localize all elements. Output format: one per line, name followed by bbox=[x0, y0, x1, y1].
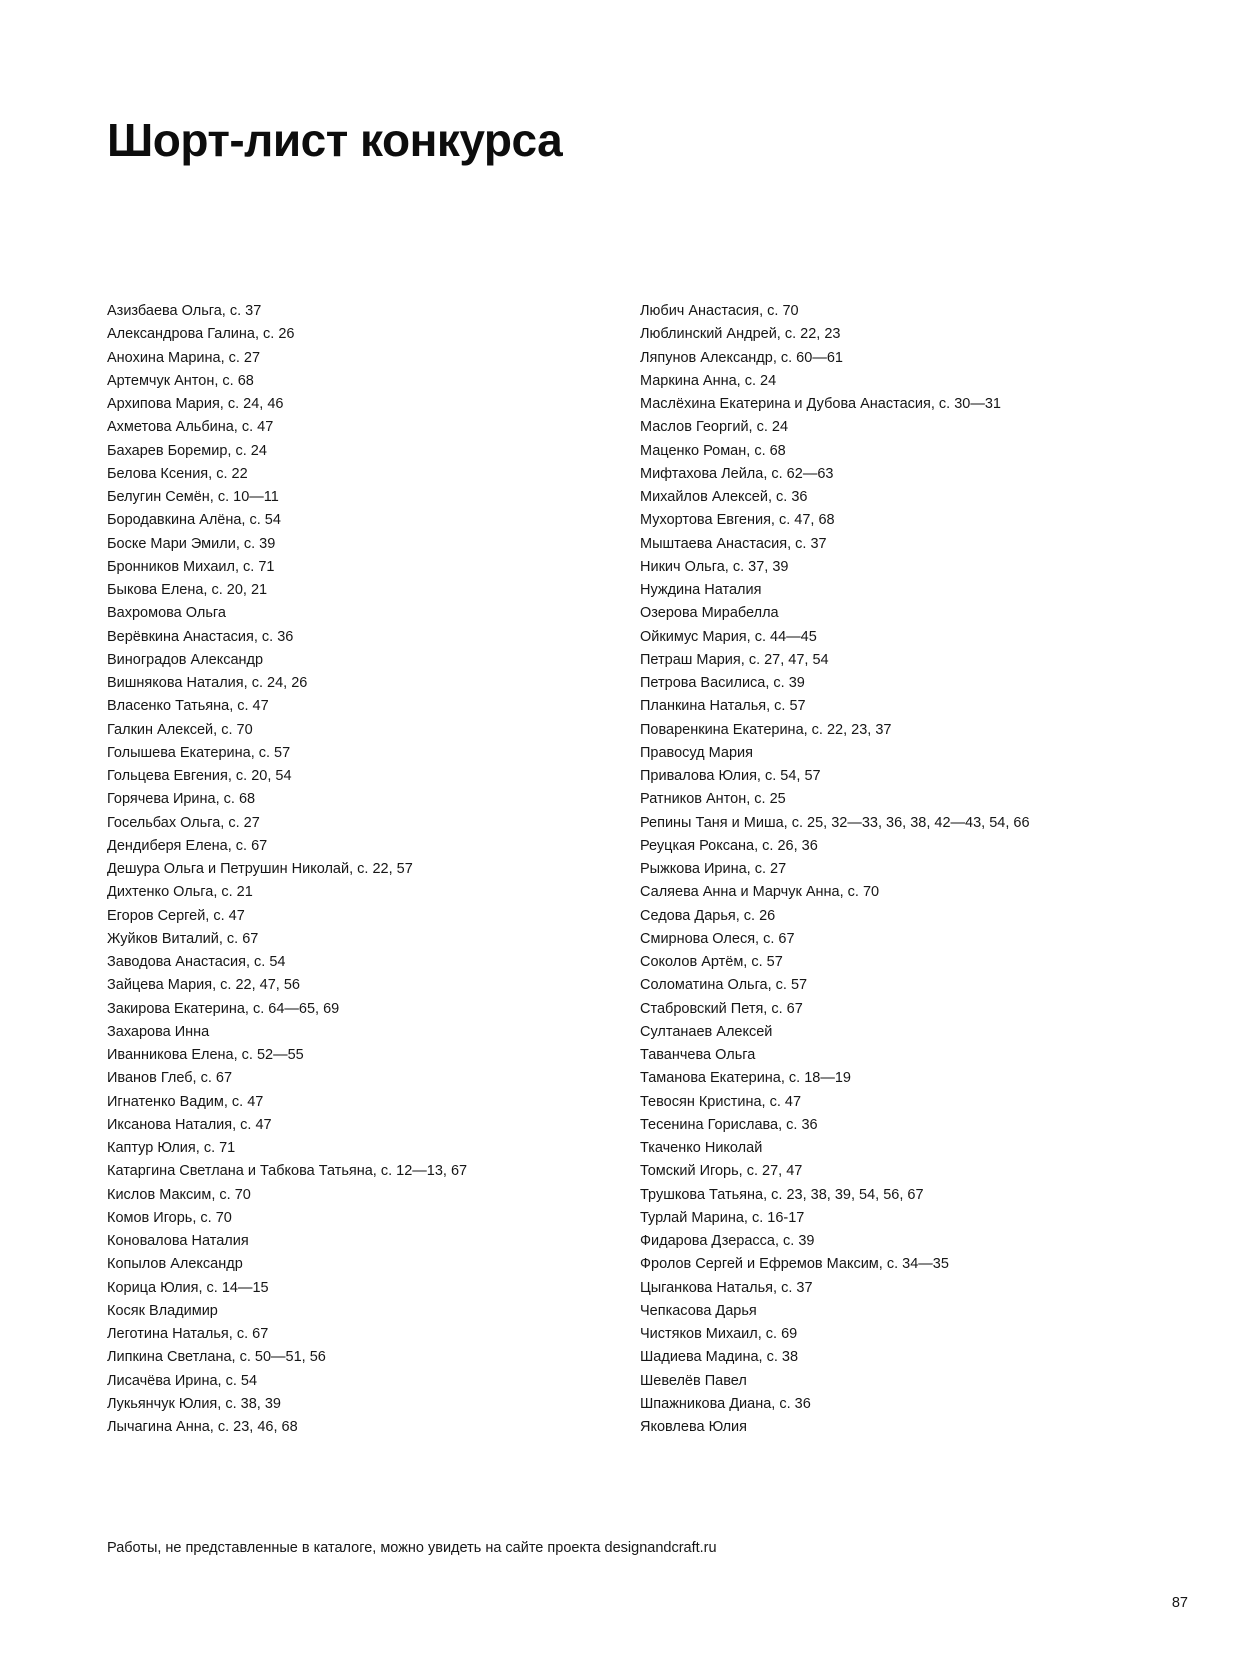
list-item: Власенко Татьяна, с. 47 bbox=[107, 698, 269, 715]
list-item: Фидарова Дзерасса, с. 39 bbox=[640, 1233, 815, 1249]
list-item: Жуйков Виталий, с. 67 bbox=[107, 930, 259, 947]
list-item: Госельбах Ольга, с. 27 bbox=[107, 814, 260, 831]
list-item: Поваренкина Екатерина, с. 22, 23, 37 bbox=[640, 721, 892, 738]
list-item: Люблинский Андрей, с. 22, 23 bbox=[640, 326, 841, 343]
list-item: Вахромова Ольга bbox=[107, 605, 226, 622]
list-item: Иксанова Наталия, с. 47 bbox=[107, 1116, 272, 1133]
list-item: Гольцева Евгения, с. 20, 54 bbox=[107, 768, 292, 784]
list-item: Маслёхина Екатерина и Дубова Анастасия, с. 30—31 bbox=[640, 396, 1001, 412]
list-item: Кислов Максим, с. 70 bbox=[107, 1186, 251, 1203]
list-item: Вишнякова Наталия, с. 24, 26 bbox=[107, 675, 308, 691]
list-item: Леготина Наталья, с. 67 bbox=[107, 1326, 269, 1342]
list-item: Лукьянчук Юлия, с. 38, 39 bbox=[107, 1395, 281, 1412]
page-title: Шорт-лист конкурса bbox=[107, 114, 563, 166]
list-item: Белова Ксения, с. 22 bbox=[107, 465, 248, 482]
list-item: Галкин Алексей, с. 70 bbox=[107, 721, 253, 738]
list-item: Лисачёва Ирина, с. 54 bbox=[107, 1372, 258, 1389]
list-item: Боске Мари Эмили, с. 39 bbox=[107, 535, 276, 552]
list-item: Заводова Анастасия, с. 54 bbox=[107, 954, 286, 970]
list-item: Шевелёв Павел bbox=[640, 1372, 747, 1389]
page-number: 87 bbox=[1171, 1595, 1188, 1611]
list-item: Озерова Мирабелла bbox=[640, 605, 779, 622]
list-item: Таманова Екатерина, с. 18—19 bbox=[640, 1070, 851, 1087]
list-item: Седова Дарья, с. 26 bbox=[640, 907, 776, 924]
list-item: Привалова Юлия, с. 54, 57 bbox=[640, 768, 821, 784]
list-item: Фролов Сергей и Ефремов Максим, с. 34—35 bbox=[640, 1256, 949, 1273]
list-item: Косяк Владимир bbox=[107, 1302, 218, 1319]
list-item: Каптур Юлия, с. 71 bbox=[107, 1140, 236, 1156]
list-item: Рыжкова Ирина, с. 27 bbox=[640, 861, 787, 877]
list-item: Саляева Анна и Марчук Анна, с. 70 bbox=[640, 884, 880, 901]
list-item: Бородавкина Алёна, с. 54 bbox=[107, 512, 281, 529]
list-item: Корица Юлия, с. 14—15 bbox=[107, 1279, 269, 1296]
list-item: Комов Игорь, с. 70 bbox=[107, 1209, 232, 1226]
list-item: Копылов Александр bbox=[107, 1256, 243, 1273]
list-item: Ахметова Альбина, с. 47 bbox=[107, 419, 274, 436]
list-item: Тесенина Горислава, с. 36 bbox=[640, 1116, 818, 1133]
list-item: Зайцева Мария, с. 22, 47, 56 bbox=[107, 977, 300, 994]
list-item: Мифтахова Лейла, с. 62—63 bbox=[640, 465, 834, 482]
list-item: Артемчук Антон, с. 68 bbox=[107, 372, 254, 389]
list-item: Маслов Георгий, с. 24 bbox=[640, 419, 789, 436]
list-item: Правосуд Мария bbox=[640, 744, 753, 761]
list-item: Чепкасова Дарья bbox=[640, 1302, 757, 1319]
footnote: Работы, не представленные в каталоге, можно увидеть на сайте проекта designandcraft.ru bbox=[107, 1540, 717, 1556]
list-item: Трушкова Татьяна, с. 23, 38, 39, 54, 56, 67 bbox=[640, 1186, 924, 1203]
list-item: Верёвкина Анастасия, с. 36 bbox=[107, 628, 294, 645]
list-item: Соломатина Ольга, с. 57 bbox=[640, 977, 808, 994]
list-item: Ратников Антон, с. 25 bbox=[640, 791, 786, 808]
list-item: Цыганкова Наталья, с. 37 bbox=[640, 1279, 813, 1296]
shortlist-left-column bbox=[107, 300, 627, 1439]
list-item: Лычагина Анна, с. 23, 46, 68 bbox=[107, 1419, 298, 1435]
list-item: Маценко Роман, с. 68 bbox=[640, 442, 786, 459]
list-item: Михайлов Алексей, с. 36 bbox=[640, 489, 808, 505]
list-item: Виноградов Александр bbox=[107, 651, 264, 668]
list-item: Чистяков Михаил, с. 69 bbox=[640, 1326, 798, 1342]
list-item: Таванчева Ольга bbox=[640, 1047, 756, 1063]
list-item: Соколов Артём, с. 57 bbox=[640, 954, 783, 970]
list-item: Липкина Светлана, с. 50—51, 56 bbox=[107, 1349, 326, 1366]
list-item: Тевосян Кристина, с. 47 bbox=[640, 1093, 802, 1110]
list-item: Катаргина Светлана и Табкова Татьяна, с. 12—13, 67 bbox=[107, 1163, 468, 1180]
list-item: Бахарев Боремир, с. 24 bbox=[107, 442, 267, 459]
list-item: Анохина Марина, с. 27 bbox=[107, 349, 261, 366]
list-item: Маркина Анна, с. 24 bbox=[640, 372, 777, 389]
list-item: Петраш Мария, с. 27, 47, 54 bbox=[640, 651, 829, 668]
list-item: Томский Игорь, с. 27, 47 bbox=[640, 1163, 803, 1180]
list-item: Азизбаева Ольга, с. 37 bbox=[107, 303, 262, 319]
list-item: Егоров Сергей, с. 47 bbox=[107, 907, 245, 924]
list-item: Бронников Михаил, с. 71 bbox=[107, 558, 275, 575]
list-item: Мухортова Евгения, с. 47, 68 bbox=[640, 512, 835, 529]
list-item: Архипова Мария, с. 24, 46 bbox=[107, 396, 284, 412]
list-item: Коновалова Наталия bbox=[107, 1233, 249, 1249]
shortlist-right-column bbox=[640, 300, 1200, 1439]
list-item: Никич Ольга, с. 37, 39 bbox=[640, 558, 789, 575]
list-item: Репины Таня и Миша, с. 25, 32—33, 36, 38, 42—43, 54, 66 bbox=[640, 814, 1030, 831]
list-item: Реуцкая Роксана, с. 26, 36 bbox=[640, 837, 818, 854]
list-item: Иванникова Елена, с. 52—55 bbox=[107, 1047, 304, 1063]
list-item: Шадиева Мадина, с. 38 bbox=[640, 1349, 799, 1366]
list-item: Ойкимус Мария, с. 44—45 bbox=[640, 628, 817, 645]
list-item: Шпажникова Диана, с. 36 bbox=[640, 1395, 811, 1412]
list-item: Султанаев Алексей bbox=[640, 1023, 773, 1040]
list-item: Закирова Екатерина, с. 64—65, 69 bbox=[107, 1000, 340, 1017]
list-item: Голышева Екатерина, с. 57 bbox=[107, 744, 291, 761]
list-item: Захарова Инна bbox=[107, 1023, 210, 1040]
list-item: Александрова Галина, с. 26 bbox=[107, 326, 295, 343]
list-item: Дешура Ольга и Петрушин Николай, с. 22, 57 bbox=[107, 861, 413, 877]
list-item: Ткаченко Николай bbox=[640, 1140, 763, 1156]
list-item: Горячева Ирина, с. 68 bbox=[107, 791, 256, 808]
list-item: Белугин Семён, с. 10—11 bbox=[107, 489, 279, 505]
list-item: Быкова Елена, с. 20, 21 bbox=[107, 582, 268, 598]
list-item: Ляпунов Александр, с. 60—61 bbox=[640, 349, 843, 366]
list-item: Мыштаева Анастасия, с. 37 bbox=[640, 535, 827, 552]
list-item: Дихтенко Ольга, с. 21 bbox=[107, 884, 253, 901]
list-item: Турлай Марина, с. 16-17 bbox=[640, 1209, 805, 1226]
list-item: Смирнова Олеся, с. 67 bbox=[640, 930, 795, 947]
list-item: Игнатенко Вадим, с. 47 bbox=[107, 1093, 264, 1110]
list-item: Планкина Наталья, с. 57 bbox=[640, 698, 806, 715]
list-item: Любич Анастасия, с. 70 bbox=[640, 303, 799, 319]
list-item: Нуждина Наталия bbox=[640, 582, 762, 598]
list-item: Петрова Василиса, с. 39 bbox=[640, 675, 805, 691]
list-item: Стабровский Петя, с. 67 bbox=[640, 1000, 803, 1017]
list-item: Дендиберя Елена, с. 67 bbox=[107, 837, 268, 854]
list-item: Яковлева Юлия bbox=[640, 1419, 747, 1435]
list-item: Иванов Глеб, с. 67 bbox=[107, 1070, 233, 1087]
